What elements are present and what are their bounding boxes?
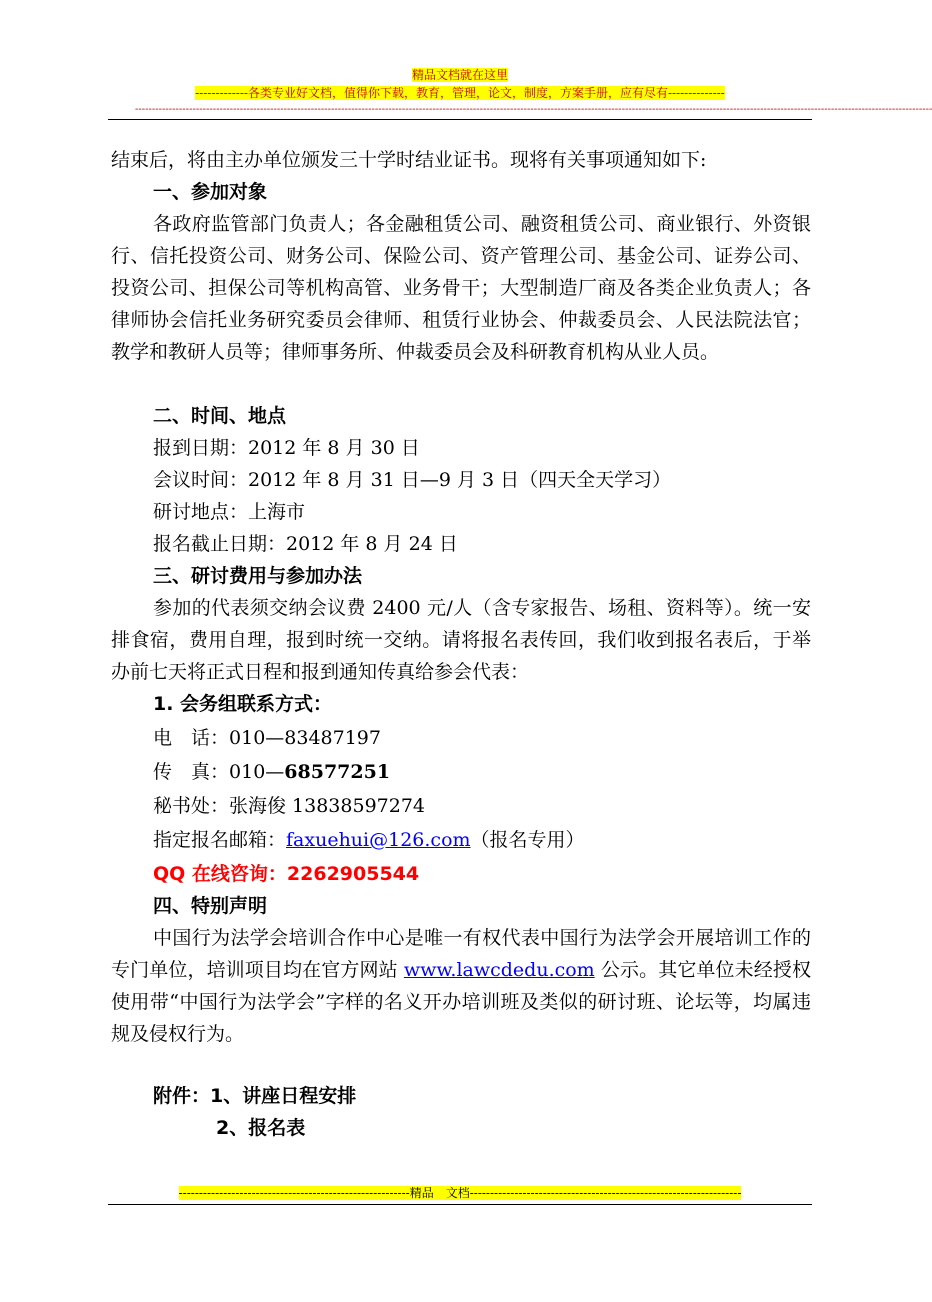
section-4-body-pre: 中国行为法学会培训合作中心是唯一有权代表中国行为法学会开展培训工作的专门单位，培训项目均在官方网站 xyxy=(111,927,811,981)
deadline-line: 报名截止日期：2012 年 8 月 24 日 xyxy=(153,533,458,555)
email-label: 指定报名邮箱： xyxy=(153,829,287,851)
qq-line xyxy=(111,858,811,890)
header-title xyxy=(0,68,920,82)
attachment-item-1: 1、讲座日程安排 xyxy=(210,1085,357,1107)
website-link[interactable]: www.lawcdedu.com xyxy=(403,959,595,981)
phone-number: 010—83487197 xyxy=(229,727,381,749)
secretary-line: 秘书处：张海俊 13838597274 xyxy=(153,795,426,817)
venue-line: 研讨地点：上海市 xyxy=(153,501,306,523)
meeting-time-line: 会议时间：2012 年 8 月 31 日—9 月 3 日（四天全天学习） xyxy=(153,469,672,491)
email-note: （报名专用） xyxy=(470,829,585,851)
attachment-item-2: 2、报名表 xyxy=(216,1117,306,1139)
phone-line xyxy=(111,722,811,754)
fax-line xyxy=(111,756,811,788)
phone-label: 电 话： xyxy=(153,727,230,749)
qq-number: 2262905544 xyxy=(286,863,420,885)
fax-prefix: 010— xyxy=(229,761,285,783)
header-subtitle xyxy=(0,86,920,100)
qq-label: QQ 在线咨询： xyxy=(153,863,287,885)
section-1-body: 各政府监管部门负责人；各金融租赁公司、融资租赁公司、商业银行、外资银行、信托投资公司、财务公司、保险公司、资产管理公司、基金公司、证券公司、投资公司、担保公司等机构高管、业务骨干；大型制造厂商及各类企业负责人；各律师协会信托业务研究委员会律师、租赁行业协会、仲裁委员会、人民法院法官；教学和教研人员等；律师事务所、仲裁委员会及科研教育机构从业人员。 xyxy=(111,213,811,363)
footer-rule xyxy=(108,1204,812,1205)
footer-line xyxy=(135,1186,785,1200)
section-1-heading: 一、参加对象 xyxy=(153,181,268,203)
section-3-body: 参加的代表须交纳会议费 2400 元/人（含专家报告、场租、资料等）。统一安排食宿，费用自理，报到时统一交纳。请将报名表传回，我们收到报名表后，于举办前七天将正式日程和报到通知传真给参会代表： xyxy=(111,597,811,683)
header-title-text: 精品文档就在这里 xyxy=(411,68,508,82)
section-2-heading: 二、时间、地点 xyxy=(153,405,287,427)
section-4-body xyxy=(111,922,811,1050)
fax-label: 传 真： xyxy=(153,761,230,783)
attachment-label: 附件： xyxy=(153,1085,211,1107)
fax-number: 68577251 xyxy=(284,761,391,783)
intro-line: 结束后，将由主办单位颁发三十学时结业证书。现将有关事项通知如下: xyxy=(111,149,707,171)
email-link[interactable]: faxuehui@126.com xyxy=(286,829,471,851)
header-subtitle-text: -------------各类专业好文档，值得你下载，教育，管理，论文，制度，方案手册，应有尽有-------------- xyxy=(195,86,725,100)
email-line xyxy=(111,824,811,856)
header-dash-line: -------------------------------------------------------------------------------------------------------------------------------------------------------------------------------------------------------------------------------------------- xyxy=(135,104,932,115)
contact-heading: 1. 会务组联系方式： xyxy=(153,693,333,715)
section-4-body-post: 公示。其它单位未经授权使用带“中国行为法学会”字样的名义开办培训班及类似的研讨班、论坛等，均属违规及侵权行为。 xyxy=(111,959,811,1045)
report-date-line: 报到日期：2012 年 8 月 30 日 xyxy=(153,437,420,459)
attachment-line-1 xyxy=(153,1080,853,1112)
section-4-heading: 四、特别声明 xyxy=(153,895,268,917)
footer-text: ---------------------------------------------------------精品 文档------------------------------------------------------------------- xyxy=(178,1186,742,1200)
section-3-heading: 三、研讨费用与参加办法 xyxy=(153,565,363,587)
header-rule xyxy=(108,119,812,120)
